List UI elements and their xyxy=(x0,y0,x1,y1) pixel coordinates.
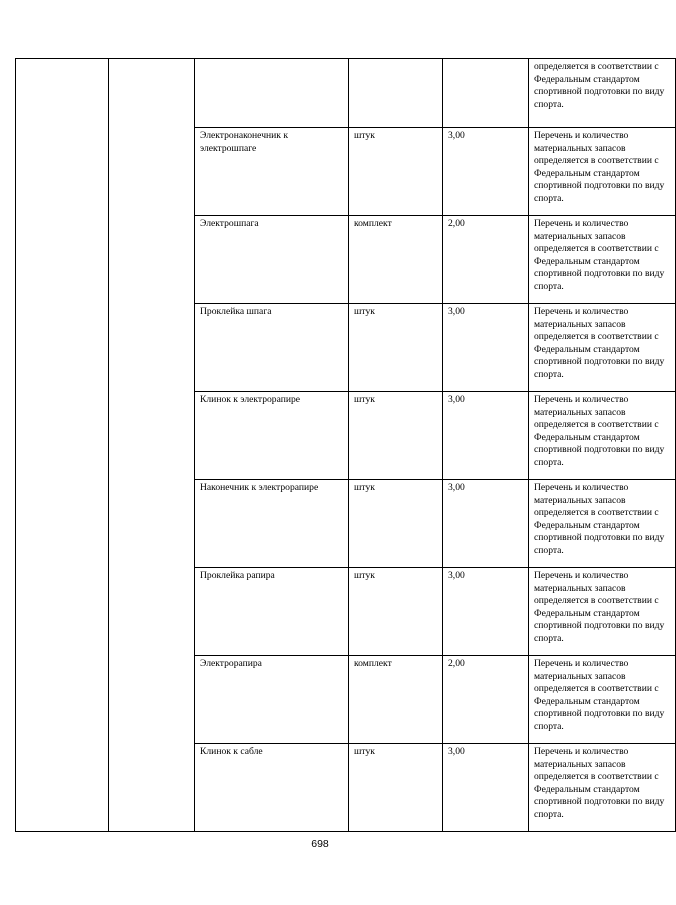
unit-cell: штук xyxy=(349,392,443,480)
note-cell: Перечень и количество материальных запасов определяется в соответствии с Федеральным стандартом спортивной подготовки по виду спорта. xyxy=(529,392,676,480)
merged-cell-col2 xyxy=(109,59,195,832)
item-name-cell xyxy=(195,59,349,128)
merged-cell-col1 xyxy=(16,59,109,832)
unit-cell: комплект xyxy=(349,216,443,304)
quantity-cell: 3,00 xyxy=(443,128,529,216)
note-cell: Перечень и количество материальных запасов определяется в соответствии с Федеральным стандартом спортивной подготовки по виду спорта. xyxy=(529,656,676,744)
unit-cell xyxy=(349,59,443,128)
item-name-cell: Электрошпага xyxy=(195,216,349,304)
note-cell: Перечень и количество материальных запасов определяется в соответствии с Федеральным стандартом спортивной подготовки по виду спорта. xyxy=(529,568,676,656)
quantity-cell xyxy=(443,59,529,128)
note-cell: Перечень и количество материальных запасов определяется в соответствии с Федеральным стандартом спортивной подготовки по виду спорта. xyxy=(529,216,676,304)
note-cell: Перечень и количество материальных запасов определяется в соответствии с Федеральным стандартом спортивной подготовки по виду спорта. xyxy=(529,128,676,216)
unit-cell: комплект xyxy=(349,656,443,744)
item-name-cell: Электронаконечник к электрошпаге xyxy=(195,128,349,216)
item-name-cell: Наконечник к электрорапире xyxy=(195,480,349,568)
quantity-cell: 3,00 xyxy=(443,304,529,392)
page-number: 698 xyxy=(311,838,329,850)
item-name-cell: Клинок к электрорапире xyxy=(195,392,349,480)
quantity-cell: 2,00 xyxy=(443,656,529,744)
unit-cell: штук xyxy=(349,128,443,216)
unit-cell: штук xyxy=(349,744,443,832)
equipment-table xyxy=(15,58,676,832)
note-cell: Перечень и количество материальных запасов определяется в соответствии с Федеральным стандартом спортивной подготовки по виду спорта. xyxy=(529,304,676,392)
item-name-cell: Электрорапира xyxy=(195,656,349,744)
item-name-cell: Проклейка рапира xyxy=(195,568,349,656)
note-cell: Перечень и количество материальных запасов определяется в соответствии с Федеральным стандартом спортивной подготовки по виду спорта. xyxy=(529,744,676,832)
note-cell: определяется в соответствии с Федеральным стандартом спортивной подготовки по виду спорта. xyxy=(529,59,676,128)
quantity-cell: 3,00 xyxy=(443,392,529,480)
quantity-cell: 2,00 xyxy=(443,216,529,304)
item-name-cell: Проклейка шпага xyxy=(195,304,349,392)
quantity-cell: 3,00 xyxy=(443,568,529,656)
quantity-cell: 3,00 xyxy=(443,744,529,832)
unit-cell: штук xyxy=(349,304,443,392)
table-row xyxy=(16,59,676,128)
unit-cell: штук xyxy=(349,568,443,656)
unit-cell: штук xyxy=(349,480,443,568)
note-cell: Перечень и количество материальных запасов определяется в соответствии с Федеральным стандартом спортивной подготовки по виду спорта. xyxy=(529,480,676,568)
quantity-cell: 3,00 xyxy=(443,480,529,568)
item-name-cell: Клинок к сабле xyxy=(195,744,349,832)
